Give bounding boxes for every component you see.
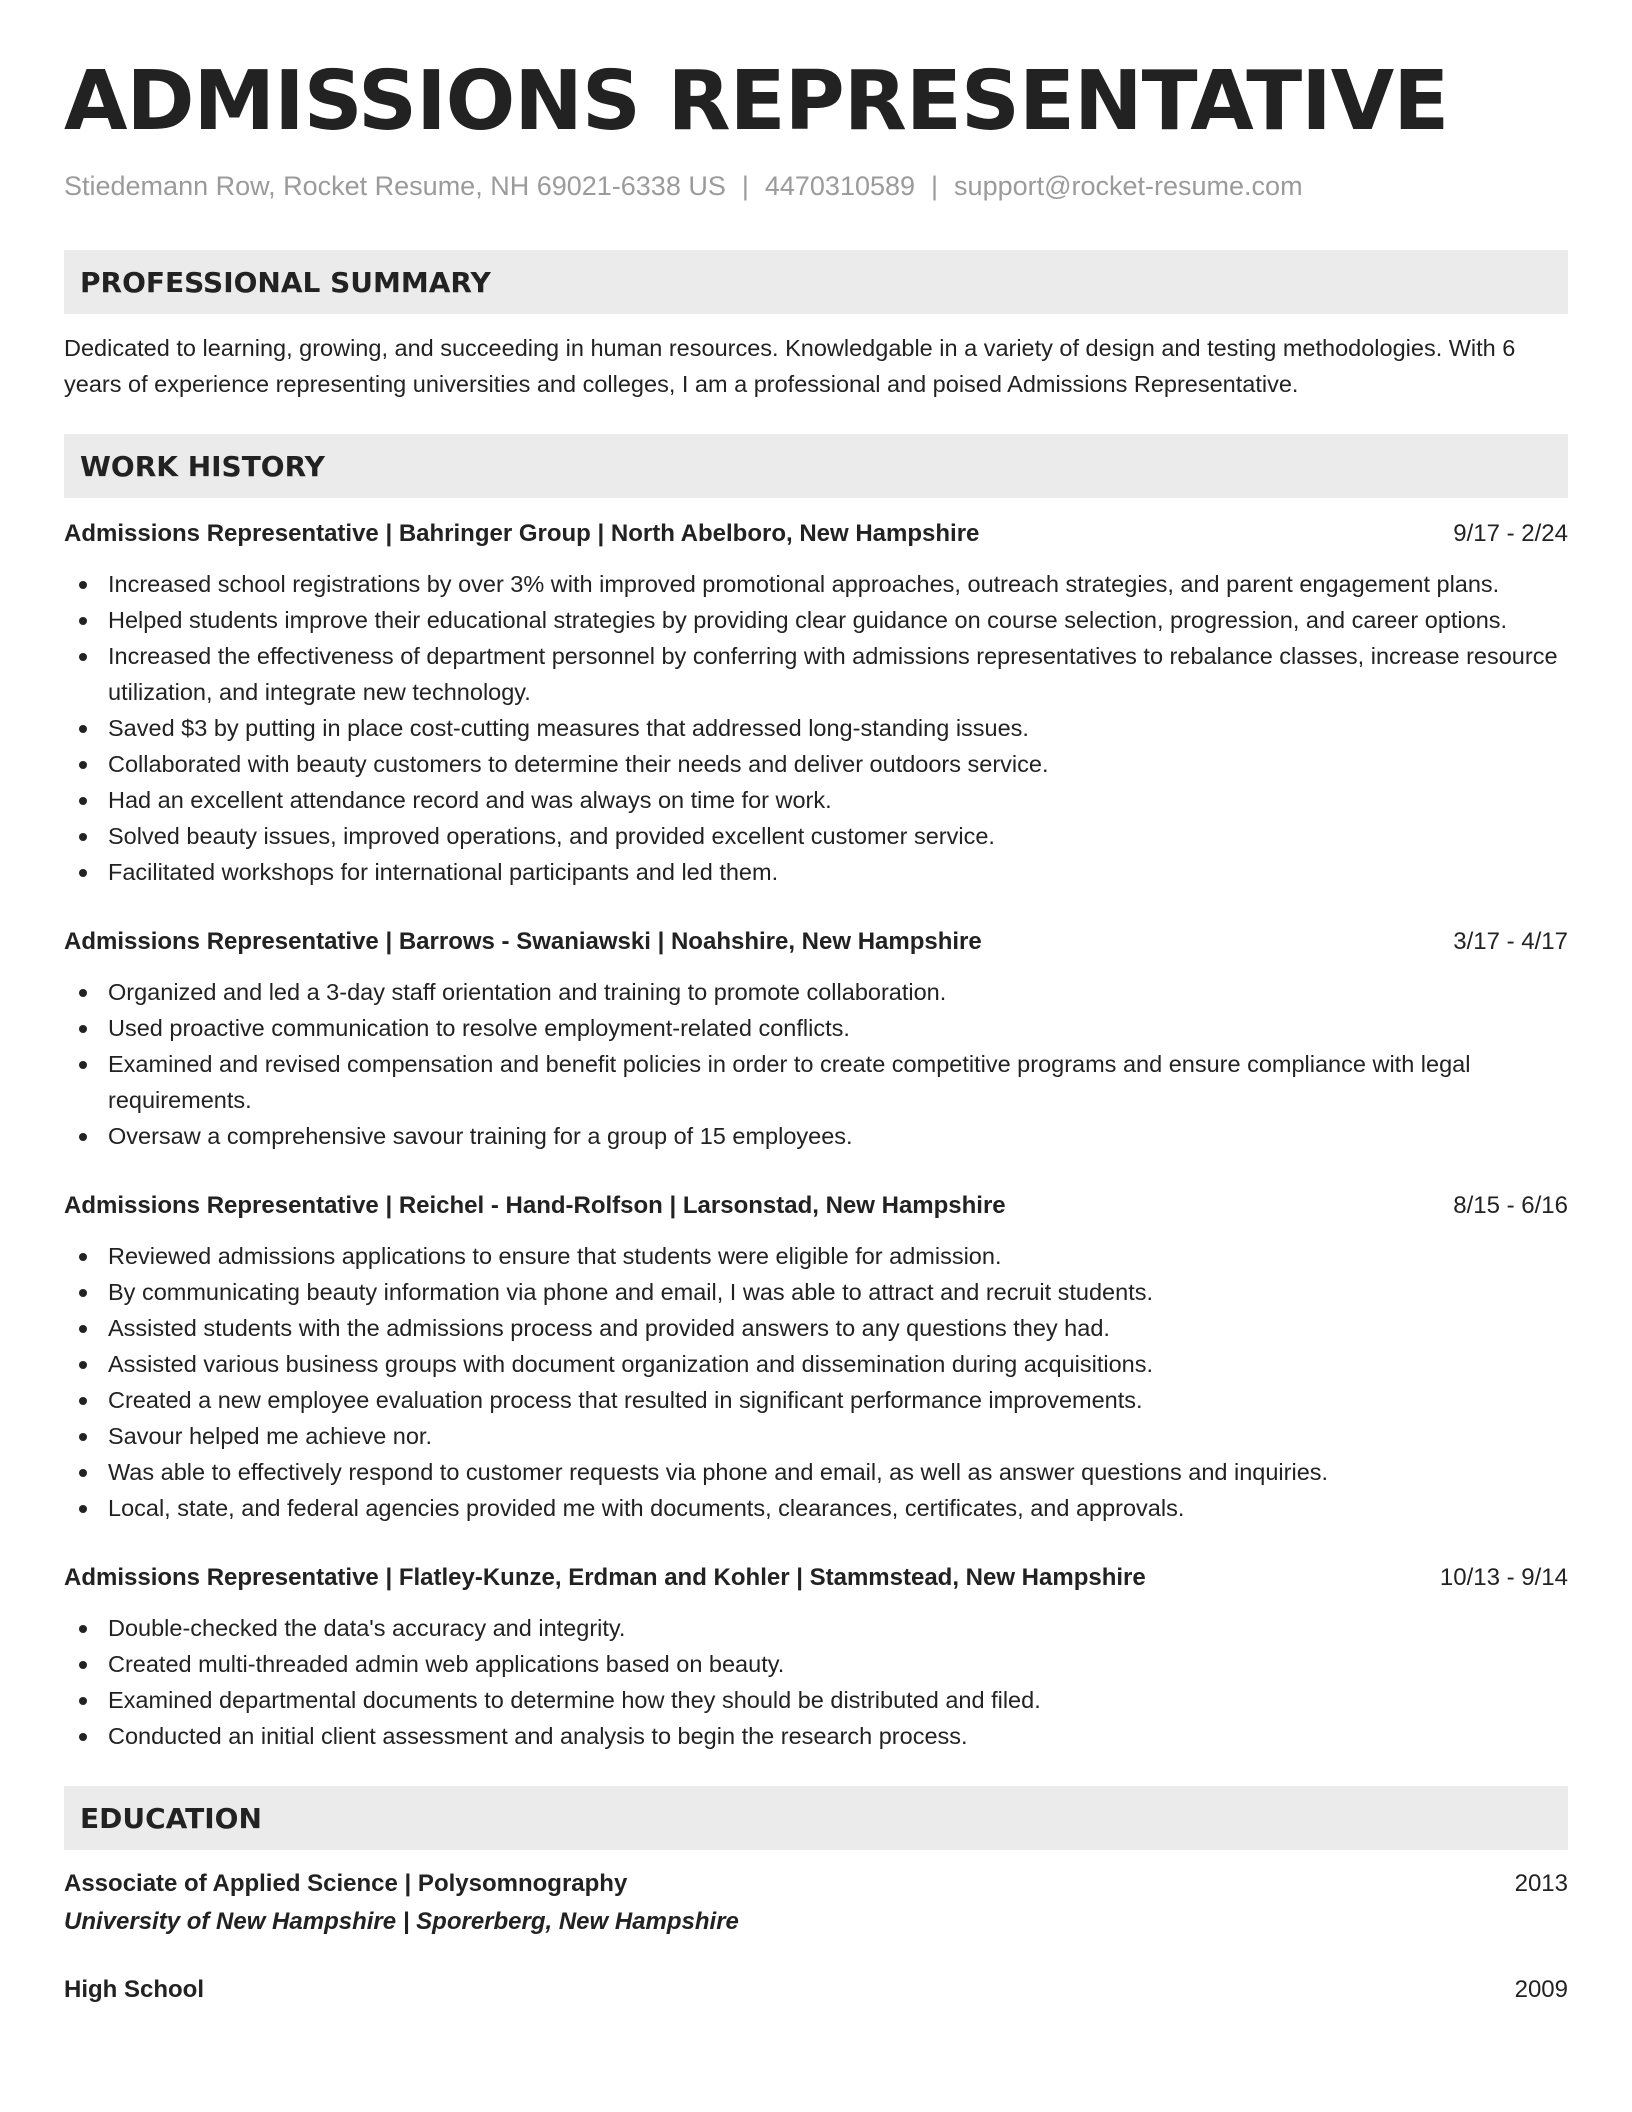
job-bullet: Organized and led a 3-day staff orientation and training to promote collaboration. (64, 974, 1568, 1010)
job-bullet: By communicating beauty information via phone and email, I was able to attract and recruit students. (64, 1274, 1568, 1310)
job-bullet: Assisted students with the admissions process and provided answers to any questions they had. (64, 1310, 1568, 1346)
section-header-work-history: WORK HISTORY (64, 434, 1568, 498)
job-bullet: Was able to effectively respond to customer requests via phone and email, as well as answer questions and inquiries. (64, 1454, 1568, 1490)
contact-separator: | (931, 171, 939, 201)
section-header-education: EDUCATION (64, 1786, 1568, 1850)
education-degree: High School (64, 1976, 204, 2003)
job-bullet: Oversaw a comprehensive savour training for a group of 15 employees. (64, 1118, 1568, 1154)
job-entry (64, 1188, 1568, 1526)
education-header (64, 1972, 1568, 2008)
education-degree: Associate of Applied Science | Polysomnography (64, 1870, 628, 1897)
job-bullet: Helped students improve their educational strategies by providing clear guidance on course selection, progression, and career options. (64, 602, 1568, 638)
job-dates: 8/15 - 6/16 (1453, 1192, 1568, 1219)
job-bullet: Created a new employee evaluation process that resulted in significant performance improvements. (64, 1382, 1568, 1418)
job-title: Admissions Representative | Reichel - Hand-Rolfson | Larsonstad, New Hampshire (64, 1192, 1006, 1219)
job-dates: 3/17 - 4/17 (1453, 928, 1568, 955)
job-bullet: Assisted various business groups with document organization and dissemination during acquisitions. (64, 1346, 1568, 1382)
job-header (64, 516, 1568, 552)
job-bullet: Savour helped me achieve nor. (64, 1418, 1568, 1454)
job-entry (64, 516, 1568, 890)
job-entry (64, 1560, 1568, 1754)
job-entry (64, 924, 1568, 1154)
job-bullet-list (64, 1610, 1568, 1754)
job-bullet: Collaborated with beauty customers to determine their needs and deliver outdoors service. (64, 746, 1568, 782)
job-title: Admissions Representative | Flatley-Kunze, Erdman and Kohler | Stammstead, New Hampshire (64, 1564, 1146, 1591)
job-bullet: Examined departmental documents to determine how they should be distributed and filed. (64, 1682, 1568, 1718)
education-year: 2013 (1514, 1870, 1568, 1897)
resume-name-title: ADMISSIONS REPRESENTATIVE (64, 54, 1449, 149)
job-bullet: Reviewed admissions applications to ensure that students were eligible for admission. (64, 1238, 1568, 1274)
job-bullet: Examined and revised compensation and benefit policies in order to create competitive programs and ensure compliance with legal requirements. (64, 1046, 1568, 1118)
job-bullet: Increased the effectiveness of department personnel by conferring with admissions representatives to rebalance classes, increase resource utilization, and integrate new technology. (64, 638, 1568, 710)
job-bullet: Conducted an initial client assessment and analysis to begin the research process. (64, 1718, 1568, 1754)
job-bullet-list (64, 974, 1568, 1154)
education-school: University of New Hampshire | Sporerberg, New Hampshire (64, 1908, 739, 1935)
job-bullet: Saved $3 by putting in place cost-cutting measures that addressed long-standing issues. (64, 710, 1568, 746)
summary-text: Dedicated to learning, growing, and succeeding in human resources. Knowledgable in a variety of design and testing methodologies. With 6 years of experience representing universities and colleges, I am a professional and poised Admissions Representative. (64, 335, 1516, 397)
education-year: 2009 (1514, 1976, 1568, 2003)
job-bullet: Local, state, and federal agencies provided me with documents, clearances, certificates, and approvals. (64, 1490, 1568, 1526)
contact-address: Stiedemann Row, Rocket Resume, NH 69021-6338 US (64, 171, 726, 201)
job-title: Admissions Representative | Barrows - Swaniawski | Noahshire, New Hampshire (64, 928, 982, 955)
job-header (64, 1560, 1568, 1596)
education-entry (64, 1866, 1568, 1942)
job-dates: 10/13 - 9/14 (1439, 1564, 1568, 1591)
job-bullet: Used proactive communication to resolve employment-related conflicts. (64, 1010, 1568, 1046)
section-header-summary: PROFESSIONAL SUMMARY (64, 250, 1568, 314)
job-header (64, 1188, 1568, 1224)
job-header (64, 924, 1568, 960)
job-bullet: Solved beauty issues, improved operations, and provided excellent customer service. (64, 818, 1568, 854)
contact-line (64, 168, 1568, 204)
job-bullet: Double-checked the data's accuracy and integrity. (64, 1610, 1568, 1646)
job-dates: 9/17 - 2/24 (1453, 520, 1568, 547)
job-title: Admissions Representative | Bahringer Group | North Abelboro, New Hampshire (64, 520, 980, 547)
education-entry (64, 1972, 1568, 2008)
contact-phone: 4470310589 (764, 171, 916, 201)
contact-separator: | (741, 171, 749, 201)
job-bullet: Increased school registrations by over 3% with improved promotional approaches, outreach strategies, and parent engagement plans. (64, 566, 1568, 602)
job-bullet: Had an excellent attendance record and was always on time for work. (64, 782, 1568, 818)
job-bullet: Created multi-threaded admin web applications based on beauty. (64, 1646, 1568, 1682)
education-header (64, 1866, 1568, 1902)
job-bullet-list (64, 566, 1568, 890)
job-bullet: Facilitated workshops for international participants and led them. (64, 854, 1568, 890)
contact-email: support@rocket-resume.com (954, 171, 1303, 201)
job-bullet-list (64, 1238, 1568, 1526)
